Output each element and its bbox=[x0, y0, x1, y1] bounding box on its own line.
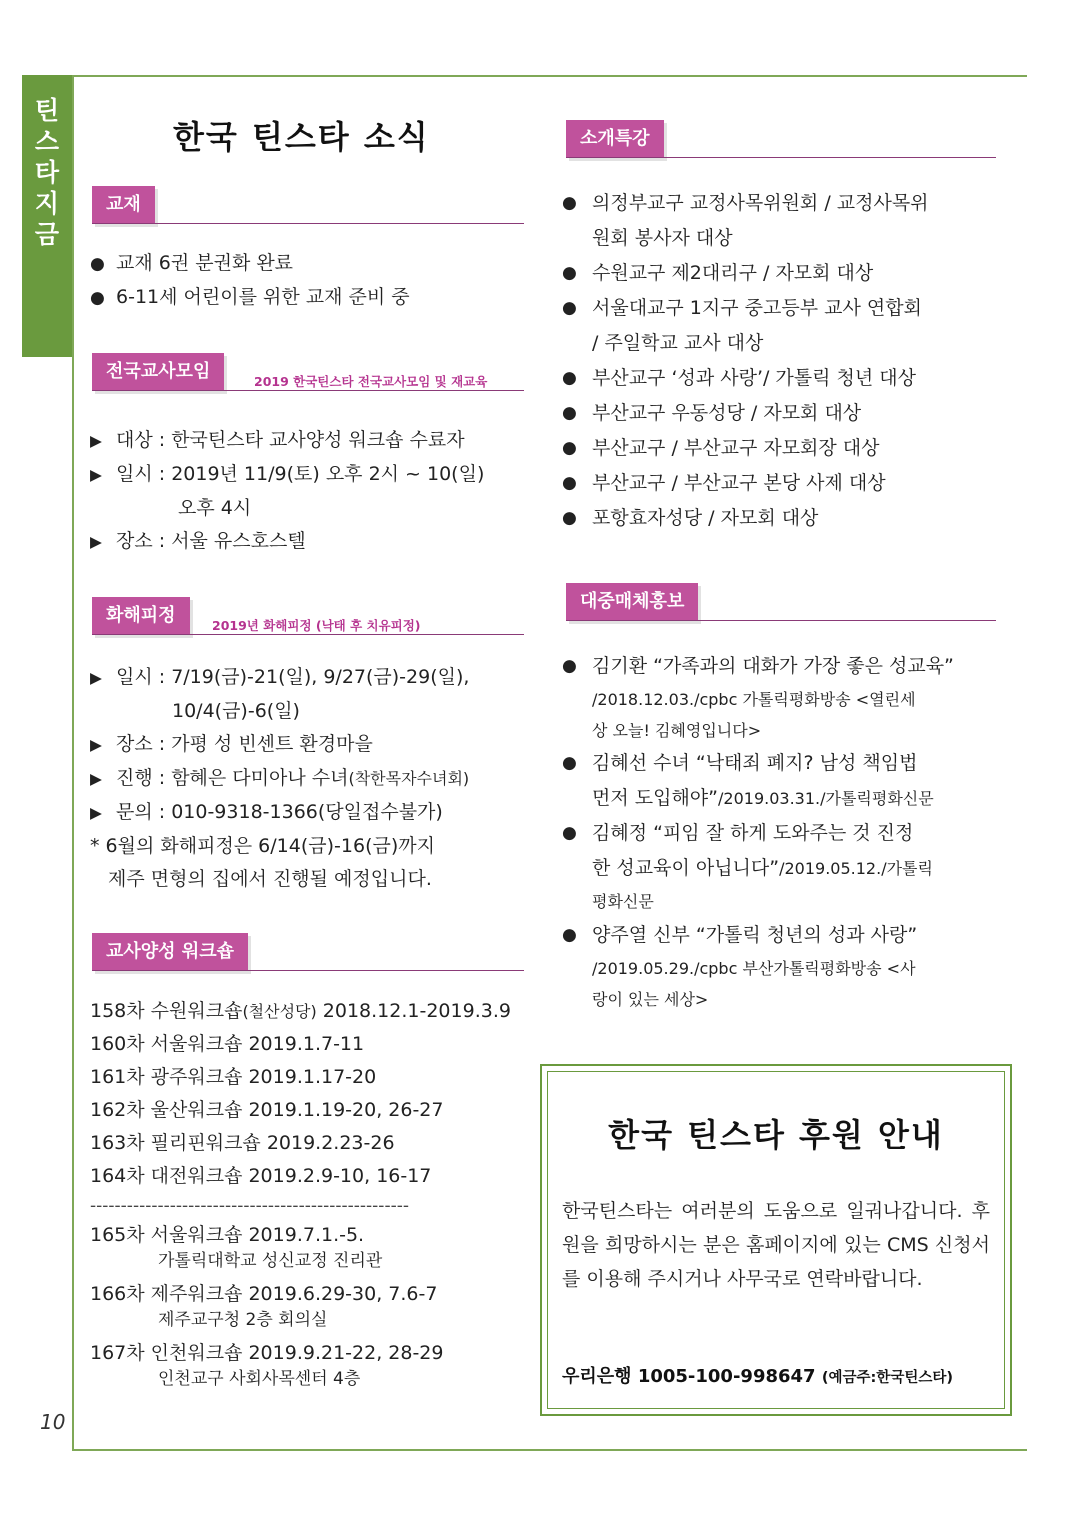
workshop-row: 164차 대전워크숍 2019.2.9-10, 16-17 bbox=[90, 1165, 432, 1187]
section-underline bbox=[92, 634, 524, 635]
page-title: 한국 틴스타 소식 bbox=[173, 118, 430, 156]
detail-date: ▶ 일시 : 2019년 11/9(토) 오후 2시 ~ 10(일) bbox=[90, 458, 484, 492]
section-label-retreat: 화해피정 bbox=[92, 597, 190, 635]
list-item: ● 부산교구 / 부산교구 자모회장 대상 bbox=[562, 431, 992, 466]
detail-note: * 6월의 화해피정은 6/14(금)-16(금)까지 bbox=[90, 835, 435, 857]
support-body: 한국틴스타는 여러분의 도움으로 일궈나갑니다. 후원을 희망하시는 분은 홈페이지에 있는 CMS 신청서를 이용해 주시거나 사무국로 연락바랍니다. bbox=[562, 1200, 990, 1290]
section-underline bbox=[92, 390, 524, 391]
triangle-bullet-icon: ▶ bbox=[90, 669, 102, 687]
teachers-details bbox=[90, 424, 484, 559]
retreat-details bbox=[90, 661, 469, 896]
side-tab-char: 지 bbox=[34, 189, 60, 218]
detail-date: ▶ 일시 : 7/19(금)-21(일), 9/27(금)-29(일), bbox=[90, 661, 469, 695]
list-item: ● 6-11세 어린이를 위한 교재 준비 중 bbox=[90, 281, 410, 315]
section-subtitle: 2019 한국틴스타 전국교사모임 및 재교육 bbox=[254, 374, 488, 389]
list-item: ● 부산교구 ‘성과 사랑’/ 가톨릭 청년 대상 bbox=[562, 361, 992, 396]
section-underline bbox=[566, 157, 996, 158]
section-underline bbox=[92, 970, 524, 971]
list-item: ● 김혜선 수녀 “낙태죄 폐지? 남성 책임법 먼저 도입해야”/2019.03.31./가톨릭평화신문 bbox=[562, 746, 992, 816]
bullet-icon: ● bbox=[562, 508, 577, 528]
section-label-teachers: 전국교사모임 bbox=[92, 353, 224, 391]
detail-host: ▶ 진행 : 함혜은 다미아나 수녀(착한목자수녀회) bbox=[90, 762, 469, 796]
list-item: ● 의정부교구 교정사목위원회 / 교정사목위 원회 봉사자 대상 bbox=[562, 186, 992, 256]
triangle-bullet-icon: ▶ bbox=[90, 736, 102, 754]
bullet-icon: ● bbox=[562, 823, 577, 843]
list-item: ● 포항효자성당 / 자모회 대상 bbox=[562, 501, 992, 536]
detail-note-cont: 제주 면형의 집에서 진행될 예정입니다. bbox=[108, 868, 432, 890]
detail-place: ▶ 장소 : 가평 성 빈센트 환경마을 bbox=[90, 728, 469, 762]
frame-top-line bbox=[72, 75, 1027, 77]
triangle-bullet-icon: ▶ bbox=[90, 804, 102, 822]
support-title: 한국 틴스타 후원 안내 bbox=[608, 1116, 944, 1154]
list-item: ● 양주열 신부 “가톨릭 청년의 성과 사랑” /2019.05.29./cpbc 부산가톨릭평화방송 <사 랑이 있는 세상> bbox=[562, 918, 992, 1015]
list-item: ● 김혜정 “피임 잘 하게 도와주는 것 진정 한 성교육이 아닙니다”/2019.05.12./가톨릭 평화신문 bbox=[562, 816, 992, 918]
section-label-workshop: 교사양성 워크숍 bbox=[92, 933, 248, 971]
workshop-list bbox=[90, 995, 511, 1392]
list-item: ● 부산교구 우동성당 / 자모회 대상 bbox=[562, 396, 992, 431]
support-box-inner bbox=[547, 1071, 1005, 1409]
workshop-row: 162차 울산워크숍 2019.1.19-20, 26-27 bbox=[90, 1099, 444, 1121]
bullet-icon: ● bbox=[562, 438, 577, 458]
workshop-venue: 가톨릭대학교 성신교정 진리관 bbox=[158, 1251, 383, 1271]
side-tab-char: 금 bbox=[34, 220, 60, 249]
bullet-icon: ● bbox=[562, 368, 577, 388]
triangle-bullet-icon: ▶ bbox=[90, 533, 102, 551]
detail-date-cont: 10/4(금)-6(일) bbox=[172, 700, 300, 722]
bullet-icon: ● bbox=[562, 403, 577, 423]
list-item: ● 교재 6권 분권화 완료 bbox=[90, 247, 410, 281]
workshop-venue: 인천교구 사회사목센터 4층 bbox=[158, 1369, 361, 1389]
workshop-row: 167차 인천워크숍 2019.9.21-22, 28-29 bbox=[90, 1342, 444, 1364]
list-item: ● 서울대교구 1지구 중고등부 교사 연합회 / 주일학교 교사 대상 bbox=[562, 291, 992, 361]
detail-contact: ▶ 문의 : 010-9318-1366(당일접수불가) bbox=[90, 796, 469, 830]
frame-left-line bbox=[72, 75, 74, 1451]
bullet-icon: ● bbox=[562, 473, 577, 493]
bullet-icon: ● bbox=[562, 656, 577, 676]
triangle-bullet-icon: ▶ bbox=[90, 432, 102, 450]
section-label-media: 대중매체홍보 bbox=[566, 583, 698, 621]
side-section-tab bbox=[22, 75, 72, 357]
bullet-icon: ● bbox=[562, 263, 577, 283]
workshop-row: 158차 수원워크숍(철산성당) 2018.12.1-2019.3.9 bbox=[90, 1000, 511, 1022]
list-item: ● 김기환 “가족과의 대화가 가장 좋은 성교육” /2018.12.03./cpbc 가톨릭평화방송 <열린세 상 오늘! 김혜영입니다> bbox=[562, 649, 992, 746]
side-tab-char: 틴 bbox=[34, 96, 60, 125]
workshop-divider: ---------------------------------------------------- bbox=[90, 1196, 409, 1216]
workshop-row: 163차 필리핀워크숍 2019.2.23-26 bbox=[90, 1132, 395, 1154]
workshop-row: 166차 제주워크숍 2019.6.29-30, 7.6-7 bbox=[90, 1283, 438, 1305]
bullet-icon: ● bbox=[90, 288, 105, 308]
bullet-icon: ● bbox=[562, 193, 577, 213]
textbook-list bbox=[90, 247, 410, 315]
list-item: ● 수원교구 제2대리구 / 자모회 대상 bbox=[562, 256, 992, 291]
bullet-icon: ● bbox=[562, 298, 577, 318]
section-underline bbox=[566, 620, 996, 621]
lectures-list bbox=[562, 186, 992, 536]
detail-target: ▶ 대상 : 한국틴스타 교사양성 워크숍 수료자 bbox=[90, 424, 484, 458]
list-item: ● 부산교구 / 부산교구 본당 사제 대상 bbox=[562, 466, 992, 501]
bullet-icon: ● bbox=[562, 925, 577, 945]
triangle-bullet-icon: ▶ bbox=[90, 770, 102, 788]
bullet-icon: ● bbox=[562, 753, 577, 773]
workshop-row: 161차 광주워크숍 2019.1.17-20 bbox=[90, 1066, 377, 1088]
triangle-bullet-icon: ▶ bbox=[90, 466, 102, 484]
media-list bbox=[562, 649, 992, 1015]
workshop-venue: 제주교구청 2층 회의실 bbox=[158, 1310, 328, 1330]
page-number: 10 bbox=[40, 1410, 66, 1434]
side-tab-char: 스 bbox=[34, 127, 60, 156]
detail-place: ▶ 장소 : 서울 유스호스텔 bbox=[90, 525, 484, 559]
workshop-row: 165차 서울워크숍 2019.7.1.-5. bbox=[90, 1224, 365, 1246]
bank-account: 우리은행 1005-100-998647 (예금주:한국틴스타) bbox=[562, 1366, 953, 1387]
detail-date-cont: 오후 4시 bbox=[178, 497, 252, 519]
bullet-icon: ● bbox=[90, 254, 105, 274]
section-label-lectures: 소개특강 bbox=[566, 120, 664, 158]
support-box bbox=[540, 1064, 1012, 1416]
section-subtitle: 2019년 화해피정 (낙태 후 치유피정) bbox=[212, 618, 421, 633]
workshop-row: 160차 서울워크숍 2019.1.7-11 bbox=[90, 1033, 365, 1055]
section-label-textbook: 교재 bbox=[92, 186, 155, 224]
section-underline bbox=[92, 223, 524, 224]
frame-bottom-line bbox=[72, 1449, 1027, 1451]
side-tab-char: 타 bbox=[34, 158, 60, 187]
